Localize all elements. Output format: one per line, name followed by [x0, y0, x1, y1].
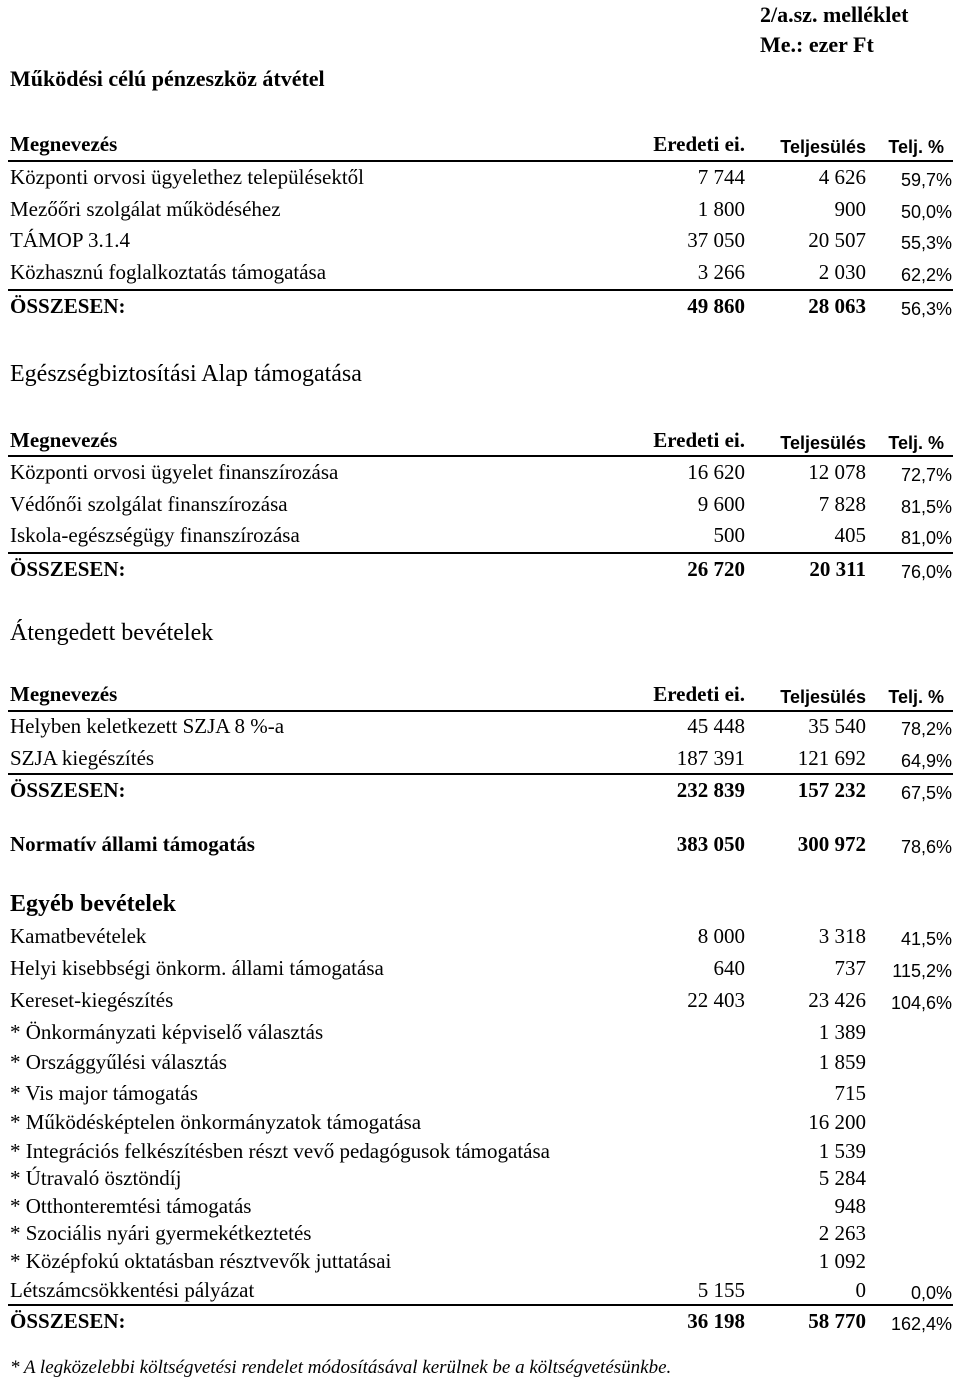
table-row [0, 1047, 960, 1077]
column-header-fulfilment: Teljesülés [780, 137, 866, 157]
column-header-percent: Telj. % [888, 433, 944, 453]
cell-percent: 162,4% [890, 1314, 952, 1334]
table-row [0, 257, 960, 287]
cell-percent: 78,2% [900, 719, 952, 739]
cell-name: * Működésképtelen önkormányzatok támogatása [10, 1110, 422, 1134]
cell-name: Iskola-egészségügy finanszírozása [10, 523, 300, 547]
cell-original: 500 [713, 523, 745, 547]
cell-percent: 59,7% [900, 170, 952, 190]
cell-name: Központi orvosi ügyelethez településektől [10, 165, 364, 189]
cell-percent: 78,6% [900, 837, 952, 857]
table-row [0, 1275, 960, 1305]
cell-original: 187 391 [676, 745, 745, 770]
cell-original: 7 744 [697, 165, 745, 189]
cell-name: SZJA kiegészítés [10, 745, 155, 770]
column-header-fulfilment: Teljesülés [780, 687, 866, 707]
cell-percent: 81,5% [900, 496, 952, 517]
cell-original: 49 860 [687, 294, 745, 318]
section-title-ceded-revenue: Átengedett bevételek [10, 620, 214, 646]
cell-fulfilment: 35 540 [808, 714, 866, 738]
cell-name: * Szociális nyári gyermekétkeztetés [10, 1221, 312, 1245]
column-header-name: Megnevezés [10, 428, 118, 452]
column-header-fulfilment: Teljesülés [780, 433, 866, 453]
cell-fulfilment: 737 [834, 956, 866, 980]
cell-percent: 72,7% [900, 465, 952, 485]
cell-original: 9 600 [697, 491, 745, 516]
cell-fulfilment: 715 [834, 1081, 866, 1105]
cell-fulfilment: 28 063 [808, 294, 866, 318]
cell-fulfilment: 900 [834, 196, 866, 221]
column-header-original: Eredeti ei. [653, 682, 745, 706]
cell-percent: 67,5% [900, 783, 952, 803]
cell-fulfilment: 1 859 [818, 1050, 866, 1074]
cell-percent: 76,0% [900, 562, 952, 582]
table-row [0, 953, 960, 983]
cell-name: * Önkormányzati képviselő választás [10, 1020, 324, 1044]
cell-fulfilment: 3 318 [818, 924, 866, 948]
table-row [0, 1246, 960, 1276]
table-row [0, 225, 960, 255]
cell-name: Kamatbevételek [10, 924, 147, 948]
table-row [0, 457, 960, 487]
cell-percent: 64,9% [900, 750, 952, 771]
table-row [0, 921, 960, 951]
cell-name: Mezőőri szolgálat működéséhez [10, 196, 281, 221]
cell-name: * Otthonteremtési támogatás [10, 1194, 252, 1218]
column-header-original: Eredeti ei. [653, 132, 745, 156]
cell-fulfilment: 1 539 [818, 1139, 866, 1163]
cell-percent: 0,0% [910, 1283, 952, 1303]
table-row [0, 489, 960, 519]
total-row [0, 554, 960, 584]
cell-original: 37 050 [687, 228, 745, 252]
page-title: Működési célú pénzeszköz átvétel [10, 66, 325, 91]
cell-name: Helyben keletkezett SZJA 8 %-a [10, 714, 285, 738]
cell-percent: 81,0% [900, 528, 952, 548]
footnote: * A legközelebbi költségvetési rendelet módosításával kerülnek be a költségvetésünkbe. [10, 1357, 672, 1378]
table-row [0, 743, 960, 773]
cell-name: ÖSSZESEN: [10, 557, 126, 581]
cell-fulfilment: 2 263 [818, 1221, 866, 1245]
column-header-original: Eredeti ei. [653, 428, 745, 452]
table-row [0, 520, 960, 550]
cell-name: * Középfokú oktatásban résztvevők juttatásai [10, 1249, 392, 1273]
table-row [0, 1017, 960, 1047]
cell-fulfilment: 948 [834, 1194, 866, 1218]
cell-percent: 56,3% [900, 299, 952, 319]
cell-original: 232 839 [676, 778, 745, 802]
cell-fulfilment: 16 200 [808, 1110, 866, 1134]
column-header-row [0, 129, 960, 159]
cell-name: Létszámcsökkentési pályázat [10, 1278, 255, 1302]
cell-name: Közhasznú foglalkoztatás támogatása [10, 259, 327, 284]
cell-percent: 50,0% [900, 201, 952, 222]
cell-percent: 55,3% [900, 233, 952, 253]
cell-fulfilment: 405 [834, 523, 866, 547]
table-row [0, 1078, 960, 1108]
cell-name: ÖSSZESEN: [10, 294, 126, 318]
total-row [0, 1306, 960, 1336]
cell-original: 640 [713, 956, 745, 980]
cell-name: Védőnői szolgálat finanszírozása [10, 491, 288, 516]
cell-fulfilment: 20 311 [809, 557, 866, 581]
cell-name: ÖSSZESEN: [10, 1309, 126, 1333]
cell-name: Normatív állami támogatás [10, 832, 255, 856]
cell-fulfilment: 23 426 [808, 988, 866, 1012]
column-header-percent: Telj. % [888, 137, 944, 157]
cell-original: 36 198 [687, 1309, 745, 1333]
cell-fulfilment: 157 232 [797, 778, 866, 802]
cell-original: 3 266 [697, 259, 745, 284]
section-title-other-revenue: Egyéb bevételek [10, 891, 176, 917]
table-row [0, 985, 960, 1015]
cell-percent: 115,2% [892, 961, 952, 981]
table-row [0, 1107, 960, 1137]
cell-fulfilment: 20 507 [808, 228, 866, 252]
cell-percent: 62,2% [900, 264, 952, 285]
cell-name: TÁMOP 3.1.4 [10, 228, 130, 252]
table-row [0, 1218, 960, 1248]
cell-original: 22 403 [687, 988, 745, 1012]
column-header-name: Megnevezés [10, 682, 118, 706]
cell-original: 16 620 [687, 460, 745, 484]
cell-fulfilment: 7 828 [818, 491, 866, 516]
cell-fulfilment: 5 284 [818, 1166, 866, 1190]
cell-name: Központi orvosi ügyelet finanszírozása [10, 460, 339, 484]
cell-name: ÖSSZESEN: [10, 778, 126, 802]
table-row [0, 1191, 960, 1221]
column-header-row [0, 425, 960, 455]
cell-original: 45 448 [687, 714, 745, 738]
cell-original: 1 800 [697, 196, 745, 221]
cell-fulfilment: 0 [855, 1278, 866, 1302]
cell-fulfilment: 121 692 [797, 745, 866, 770]
annex-label: 2/a.sz. melléklet [760, 2, 909, 27]
column-header-name: Megnevezés [10, 132, 118, 156]
cell-percent: 104,6% [890, 993, 952, 1013]
cell-fulfilment: 2 030 [818, 259, 866, 284]
cell-original: 383 050 [676, 832, 745, 856]
cell-fulfilment: 58 770 [808, 1309, 866, 1333]
unit-label: Me.: ezer Ft [760, 32, 874, 57]
table-row [0, 194, 960, 224]
cell-name: Helyi kisebbségi önkorm. állami támogatása [10, 956, 384, 980]
normative-support-row [0, 829, 960, 859]
total-row [0, 775, 960, 805]
table-row [0, 1163, 960, 1193]
cell-fulfilment: 1 389 [818, 1020, 866, 1044]
cell-original: 26 720 [687, 557, 745, 581]
cell-original: 5 155 [697, 1278, 745, 1302]
cell-name: * Integrációs felkészítésben részt vevő pedagógusok támogatása [10, 1139, 550, 1163]
cell-name: * Országgyűlési választás [10, 1050, 227, 1074]
cell-fulfilment: 300 972 [797, 832, 866, 856]
table-row [0, 711, 960, 741]
cell-name: Kereset-kiegészítés [10, 988, 174, 1012]
column-header-row [0, 679, 960, 709]
cell-original: 8 000 [697, 924, 745, 948]
table-row [0, 162, 960, 192]
header-right [760, 0, 908, 60]
cell-percent: 41,5% [900, 929, 952, 949]
cell-name: * Vis major támogatás [10, 1081, 198, 1105]
cell-fulfilment: 12 078 [808, 460, 866, 484]
cell-fulfilment: 1 092 [818, 1249, 866, 1273]
section-title-health-fund: Egészségbiztosítási Alap támogatása [10, 361, 362, 387]
table-row [0, 1136, 960, 1166]
cell-name: * Útravaló ösztöndíj [10, 1166, 182, 1190]
cell-fulfilment: 4 626 [818, 165, 866, 189]
column-header-percent: Telj. % [888, 687, 944, 707]
total-row [0, 291, 960, 321]
